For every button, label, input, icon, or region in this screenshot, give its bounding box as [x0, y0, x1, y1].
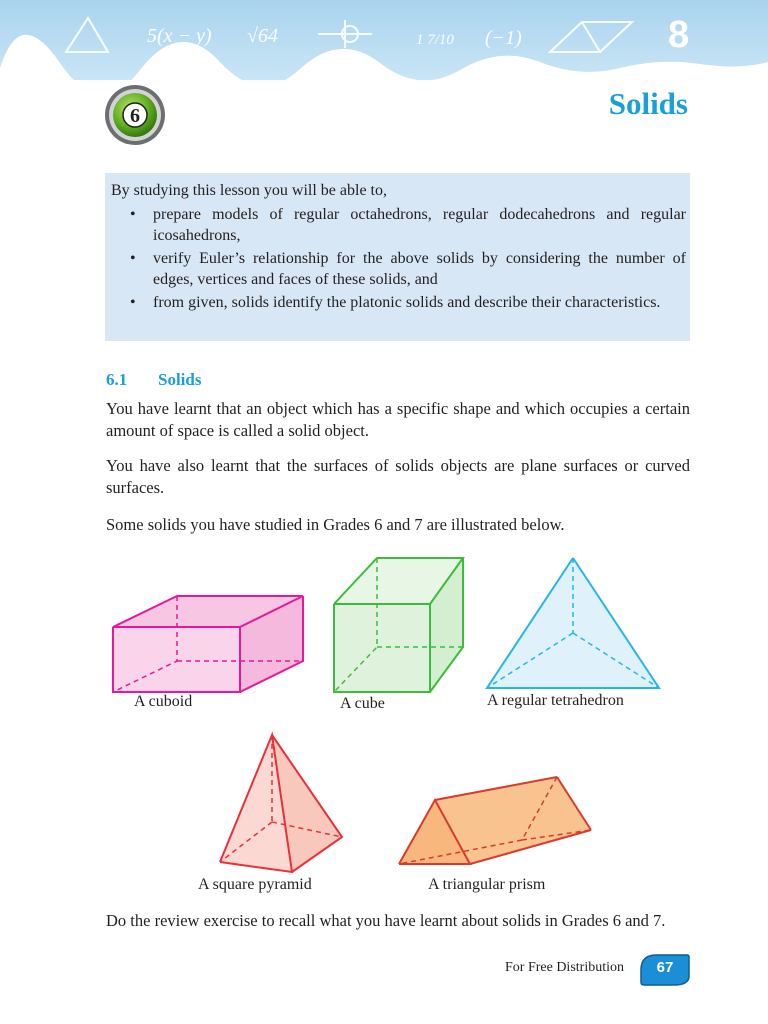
solids-illustration	[0, 545, 768, 905]
fraction-doodle: 1 7/10	[416, 32, 454, 48]
expression-doodle: 5(x − y)	[147, 25, 212, 47]
header-banner	[0, 0, 768, 80]
closing-paragraph: Do the review exercise to recall what you have learnt about solids in Grades 6 and 7.	[106, 911, 666, 930]
objective-item: • verify Euler’s relationship for the above solids by considering the number of edges, vertices and faces of these solids, and	[130, 250, 686, 288]
footer-label: For Free Distribution	[505, 960, 624, 975]
cuboid-figure	[113, 596, 303, 692]
objective-item: • from given, solids identify the platonic solids and describe their characteristics.	[130, 294, 661, 311]
section-title: Solids	[158, 370, 202, 389]
chapter-title: Solids	[608, 86, 688, 121]
caption-tetrahedron: A regular tetrahedron	[487, 692, 624, 709]
paragraph: Some solids you have studied in Grades 6 and 7 are illustrated below.	[106, 515, 565, 534]
caption-cuboid: A cuboid	[134, 693, 193, 710]
chapter-badge	[104, 84, 166, 146]
section-heading	[106, 370, 201, 390]
square-pyramid-figure	[220, 735, 342, 872]
paragraph: You have also learnt that the surfaces of solids objects are plane surfaces or curved surfaces.	[106, 456, 690, 497]
objectives-box	[105, 173, 690, 341]
chapter-number: 6	[130, 105, 140, 127]
tetrahedron-figure	[487, 558, 659, 688]
bullet-icon: •	[130, 206, 136, 223]
objectives-list	[111, 204, 686, 313]
bullet-icon: •	[130, 250, 136, 267]
page-number: 67	[656, 959, 674, 976]
objectives-intro: By studying this lesson you will be able to,	[111, 182, 387, 199]
paragraph: You have learnt that an object which has a specific shape and which occupies a certain amount of space is called a solid object.	[106, 399, 690, 440]
bullet-icon: •	[130, 294, 136, 311]
caption-cube: A cube	[340, 695, 385, 712]
sqrt-doodle: √64	[247, 25, 278, 47]
negative-doodle: (−1)	[485, 27, 522, 49]
objective-item: • prepare models of regular octahedrons, regular dodecahedrons and regular icosahedrons,	[130, 206, 686, 244]
cube-figure	[334, 558, 463, 692]
caption-triangular-prism: A triangular prism	[428, 876, 546, 893]
triangular-prism-figure	[399, 777, 591, 864]
section-number: 6.1	[106, 370, 128, 389]
caption-square-pyramid: A square pyramid	[198, 876, 312, 893]
grade-number: 8	[668, 14, 690, 56]
